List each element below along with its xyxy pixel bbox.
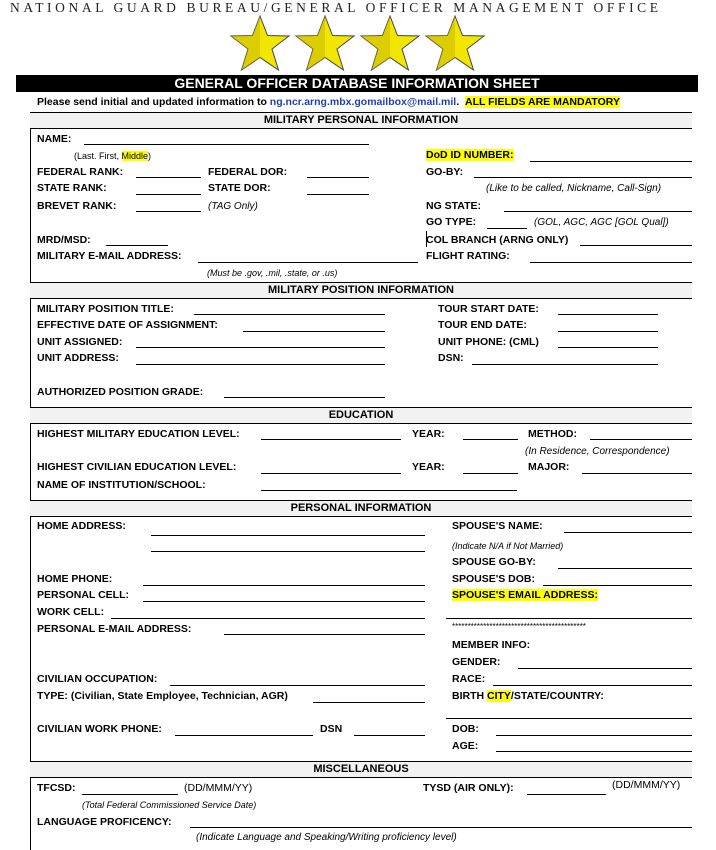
civ-edu-level-field[interactable] (261, 473, 401, 474)
unit-phone-field[interactable] (558, 347, 658, 348)
ng-state-label: NG STATE: (426, 200, 482, 212)
civ-work-phone-label: CIVILIAN WORK PHONE: (37, 723, 162, 735)
gender-label: GENDER: (452, 656, 501, 668)
flight-rating-label: FLIGHT RATING: (426, 250, 510, 262)
state-dor-field[interactable] (307, 194, 369, 195)
dsn-label: DSN: (438, 352, 464, 364)
agency-header: NATIONAL GUARD BUREAU/GENERAL OFFICER MANAGEMENT OFFICE (10, 0, 662, 15)
type-label: TYPE: (Civilian, State Employee, Technician, AGR) (37, 690, 288, 702)
member-info-separator: ******************************************* (452, 622, 586, 631)
unit-address-label: UNIT ADDRESS: (37, 352, 119, 364)
name-label: NAME: (37, 133, 72, 145)
star-icon (231, 16, 289, 70)
auth-grade-field[interactable] (224, 397, 385, 398)
civ-dsn-label: DSN (320, 723, 343, 735)
age-label: AGE: (452, 740, 479, 752)
member-info-label: MEMBER INFO: (452, 639, 531, 651)
work-cell-label: WORK CELL: (37, 606, 105, 618)
state-dor-label: STATE DOR: (208, 182, 271, 194)
tysd-label: TYSD (AIR ONLY): (423, 782, 514, 794)
email-domain-note: (Must be .gov, .mil, .state, or .us) (207, 268, 338, 278)
home-address-label: HOME ADDRESS: (37, 520, 126, 532)
effective-date-label: EFFECTIVE DATE OF ASSIGNMENT: (37, 319, 218, 331)
home-address-line-2[interactable] (151, 551, 425, 552)
go-type-field[interactable] (487, 228, 527, 229)
race-label: RACE: (452, 673, 486, 685)
language-label: LANGUAGE PROFICENCY: (37, 816, 172, 828)
civ-occupation-label: CIVILIAN OCCUPATION: (37, 673, 158, 685)
four-stars-emblem (228, 14, 490, 72)
flight-rating-field[interactable] (530, 262, 692, 263)
civ-occupation-field[interactable] (170, 685, 425, 686)
mil-email-label: MILITARY E-MAIL ADDRESS: (37, 250, 182, 262)
star-icon (361, 16, 419, 70)
go-by-note: (Like to be called, Nickname, Call-Sign) (486, 183, 662, 194)
spouse-goby-label: SPOUSE GO-BY: (452, 556, 536, 568)
personal-email-label: PERSONAL E-MAIL ADDRESS: (37, 623, 192, 635)
civ-work-phone-field[interactable] (175, 735, 313, 736)
spouse-name-label: SPOUSE'S NAME: (452, 520, 543, 532)
tour-start-label: TOUR START DATE: (438, 303, 539, 315)
mandatory-notice: ALL FIELDS ARE MANDATORY (465, 96, 620, 108)
mrd-msd-field[interactable] (106, 245, 168, 246)
auth-grade-label: AUTHORIZED POSITION GRADE: (37, 386, 204, 398)
spouse-email-label: SPOUSE'S EMAIL ADDRESS: (452, 589, 599, 601)
home-phone-label: HOME PHONE: (37, 573, 113, 585)
civ-edu-level-label: HIGHEST CIVILIAN EDUCATION LEVEL: (37, 461, 237, 473)
race-field[interactable] (493, 685, 692, 686)
tour-start-field[interactable] (558, 314, 658, 315)
mil-email-field[interactable] (198, 262, 418, 263)
tfcsd-format: (DD/MMM/YY) (184, 782, 253, 794)
federal-rank-field[interactable] (136, 177, 201, 178)
tfcsd-field[interactable] (82, 794, 178, 795)
star-icon (296, 16, 354, 70)
go-type-label: GO TYPE: (426, 216, 477, 228)
tour-end-label: TOUR END DATE: (438, 319, 527, 331)
section-personal: PERSONAL INFORMATION (30, 500, 692, 517)
col-branch-field[interactable] (580, 245, 692, 246)
personal-cell-label: PERSONAL CELL: (37, 589, 129, 601)
birthplace-label: BIRTH CITY/STATE/COUNTRY: (452, 690, 604, 702)
tag-only-note: (TAG Only) (208, 201, 258, 212)
state-rank-field[interactable] (136, 194, 201, 195)
mil-edu-year-field[interactable] (463, 439, 518, 440)
mil-edu-year-label: YEAR: (412, 428, 445, 440)
personal-email-field[interactable] (224, 634, 425, 635)
birthplace-field[interactable] (446, 718, 692, 719)
instruction-suffix: . (456, 96, 460, 108)
instruction-prefix: Please send initial and updated information to (37, 96, 270, 108)
form-title: GENERAL OFFICER DATABASE INFORMATION SHEET (16, 75, 698, 92)
tysd-format: (DD/MMM/YY) (612, 779, 681, 791)
ng-state-field[interactable] (504, 211, 692, 212)
section-military-position: MILITARY POSITION INFORMATION (30, 282, 692, 299)
language-note: (Indicate Language and Speaking/Writing proficiency level) (196, 832, 457, 843)
instruction-text (37, 96, 620, 108)
federal-rank-label: FEDERAL RANK: (37, 166, 124, 178)
dob-label: DOB: (452, 723, 479, 735)
tfcsd-note: (Total Federal Commissioned Service Date) (82, 800, 257, 810)
language-field[interactable] (190, 827, 692, 828)
federal-dor-label: FEDERAL DOR: (208, 166, 288, 178)
dod-id-field[interactable] (530, 161, 692, 162)
method-note: (In Residence, Correspondence) (525, 446, 670, 457)
section-misc: MISCELLANEOUS (30, 761, 692, 778)
home-address-line-1[interactable] (151, 535, 425, 536)
spouse-name-field[interactable] (564, 532, 692, 533)
unit-assigned-field[interactable] (136, 347, 385, 348)
institution-field[interactable] (261, 490, 517, 491)
submission-email-link[interactable]: ng.ncr.arng.mbx.gomailbox@mail.mil (269, 96, 457, 108)
mil-edu-level-field[interactable] (261, 439, 401, 440)
spouse-dob-label: SPOUSE'S DOB: (452, 573, 536, 585)
spouse-email-field[interactable] (446, 618, 692, 619)
unit-assigned-label: UNIT ASSIGNED: (37, 336, 123, 348)
section-education: EDUCATION (30, 407, 692, 424)
federal-dor-field[interactable] (307, 177, 369, 178)
name-field[interactable] (84, 144, 369, 145)
age-field[interactable] (496, 751, 692, 752)
major-label: MAJOR: (528, 461, 570, 473)
effective-date-field[interactable] (243, 331, 385, 332)
home-phone-field[interactable] (143, 585, 425, 586)
work-cell-field[interactable] (111, 618, 425, 619)
personal-cell-field[interactable] (143, 601, 425, 602)
spouse-goby-field[interactable] (558, 568, 692, 569)
dob-field[interactable] (496, 735, 692, 736)
go-by-field[interactable] (474, 177, 692, 178)
type-field[interactable] (313, 702, 425, 703)
section-military-personal: MILITARY PERSONAL INFORMATION (30, 112, 692, 129)
unit-phone-label: UNIT PHONE: (CML) (438, 336, 539, 348)
name-note: (Last. First, Middle) (74, 151, 152, 161)
unit-address-field[interactable] (136, 364, 385, 365)
frame-left-border (30, 112, 31, 850)
position-title-field[interactable] (194, 314, 385, 315)
mil-edu-level-label: HIGHEST MILITARY EDUCATION LEVEL: (37, 428, 240, 440)
tour-end-field[interactable] (558, 331, 658, 332)
go-by-label: GO-BY: (426, 166, 464, 178)
go-type-note: (GOL, AGC, AGC [GOL Qual]) (534, 217, 669, 228)
state-rank-label: STATE RANK: (37, 182, 107, 194)
position-title-label: MILITARY POSITION TITLE: (37, 303, 174, 315)
major-field[interactable] (582, 473, 692, 474)
institution-label: NAME OF INSTITUTION/SCHOOL: (37, 479, 206, 491)
gender-field[interactable] (518, 668, 692, 669)
tfcsd-label: TFCSD: (37, 782, 76, 794)
tysd-field[interactable] (527, 794, 606, 795)
brevet-rank-field[interactable] (136, 211, 201, 212)
brevet-rank-label: BREVET RANK: (37, 200, 117, 212)
not-married-note: (Indicate N/A if Not Married) (452, 541, 564, 551)
civ-dsn-field[interactable] (354, 735, 425, 736)
mrd-msd-label: MRD/MSD: (37, 234, 91, 246)
method-label: METHOD: (528, 428, 577, 440)
method-field[interactable] (590, 439, 692, 440)
dsn-field[interactable] (472, 364, 658, 365)
civ-edu-year-field[interactable] (463, 473, 518, 474)
star-icon (426, 16, 484, 70)
civ-edu-year-label: YEAR: (412, 461, 445, 473)
spouse-dob-field[interactable] (543, 585, 692, 586)
col-branch-label: COL BRANCH (ARNG ONLY) (426, 234, 569, 246)
dod-id-label: DoD ID NUMBER: (426, 149, 514, 161)
